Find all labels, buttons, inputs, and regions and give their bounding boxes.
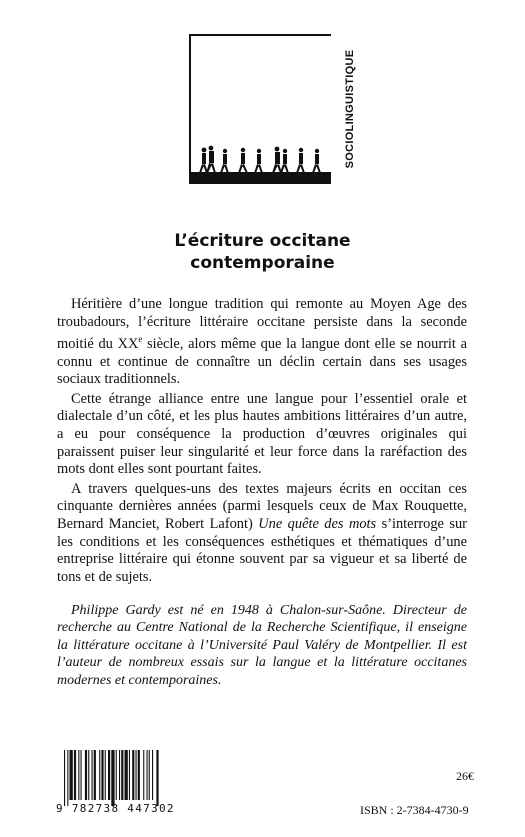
book-title [0,230,525,274]
series-label: SOCIOLINGUISTIQUE [344,49,356,169]
blurb-paragraph-2: Cette étrange alliance entre une langue pour l’essentiel orale et dialectale d’un côté, et les plus hautes ambitions littéraires d’un autre, a eu pour conséquence la production d’œuvres originales qui paraissent puiser leur singularité et leur force dans la raréfaction des mots dont elles sont pourtant faites. [57,390,467,478]
price: 26€ [456,769,474,783]
walking-figures-icon [191,36,331,184]
blurb [57,296,467,588]
blurb-paragraph-3: A travers quelques-uns des textes majeurs écrits en occitan ces cinquante dernières années (parmi lesquels ceux de Max Rouquette, Bernard Manciet, Robert Lafont) Une quête des mots s’interroge sur les conditions et les conséquences esthétiques et thématiques d’une entreprise littéraire qui étonne souvent par sa vigueur et sa liberté de tons et de sujets. [57,480,467,585]
title-line-2: contemporaine [190,253,335,273]
title-line-1: L’écriture occitane [174,231,351,251]
author-bio: Philippe Gardy est né en 1948 à Chalon-sur-Saône. Directeur de recherche au Centre National de la Recherche Scientifique, il enseigne la littérature occitane à l’Université Paul Valéry de Montpellier. Il est l’auteur de nombreux essais sur la langue et la littérature occitanes modernes et contemporaines. [57,603,467,688]
barcode-digits: 9 782738 447302 [56,802,175,815]
isbn: ISBN : 2-7384-4730-9 [360,803,469,817]
blurb-paragraph-1: Héritière d’une longue tradition qui remonte au Moyen Age des troubadours, l’écriture littéraire occitane persiste dans la seconde moitié du XXe siècle, alors même que la langue dont elle se nourrit a connu et continue de connaître un déclin certain dans ses usages sociaux traditionnels. [57,296,467,388]
publisher-logo [189,34,331,184]
